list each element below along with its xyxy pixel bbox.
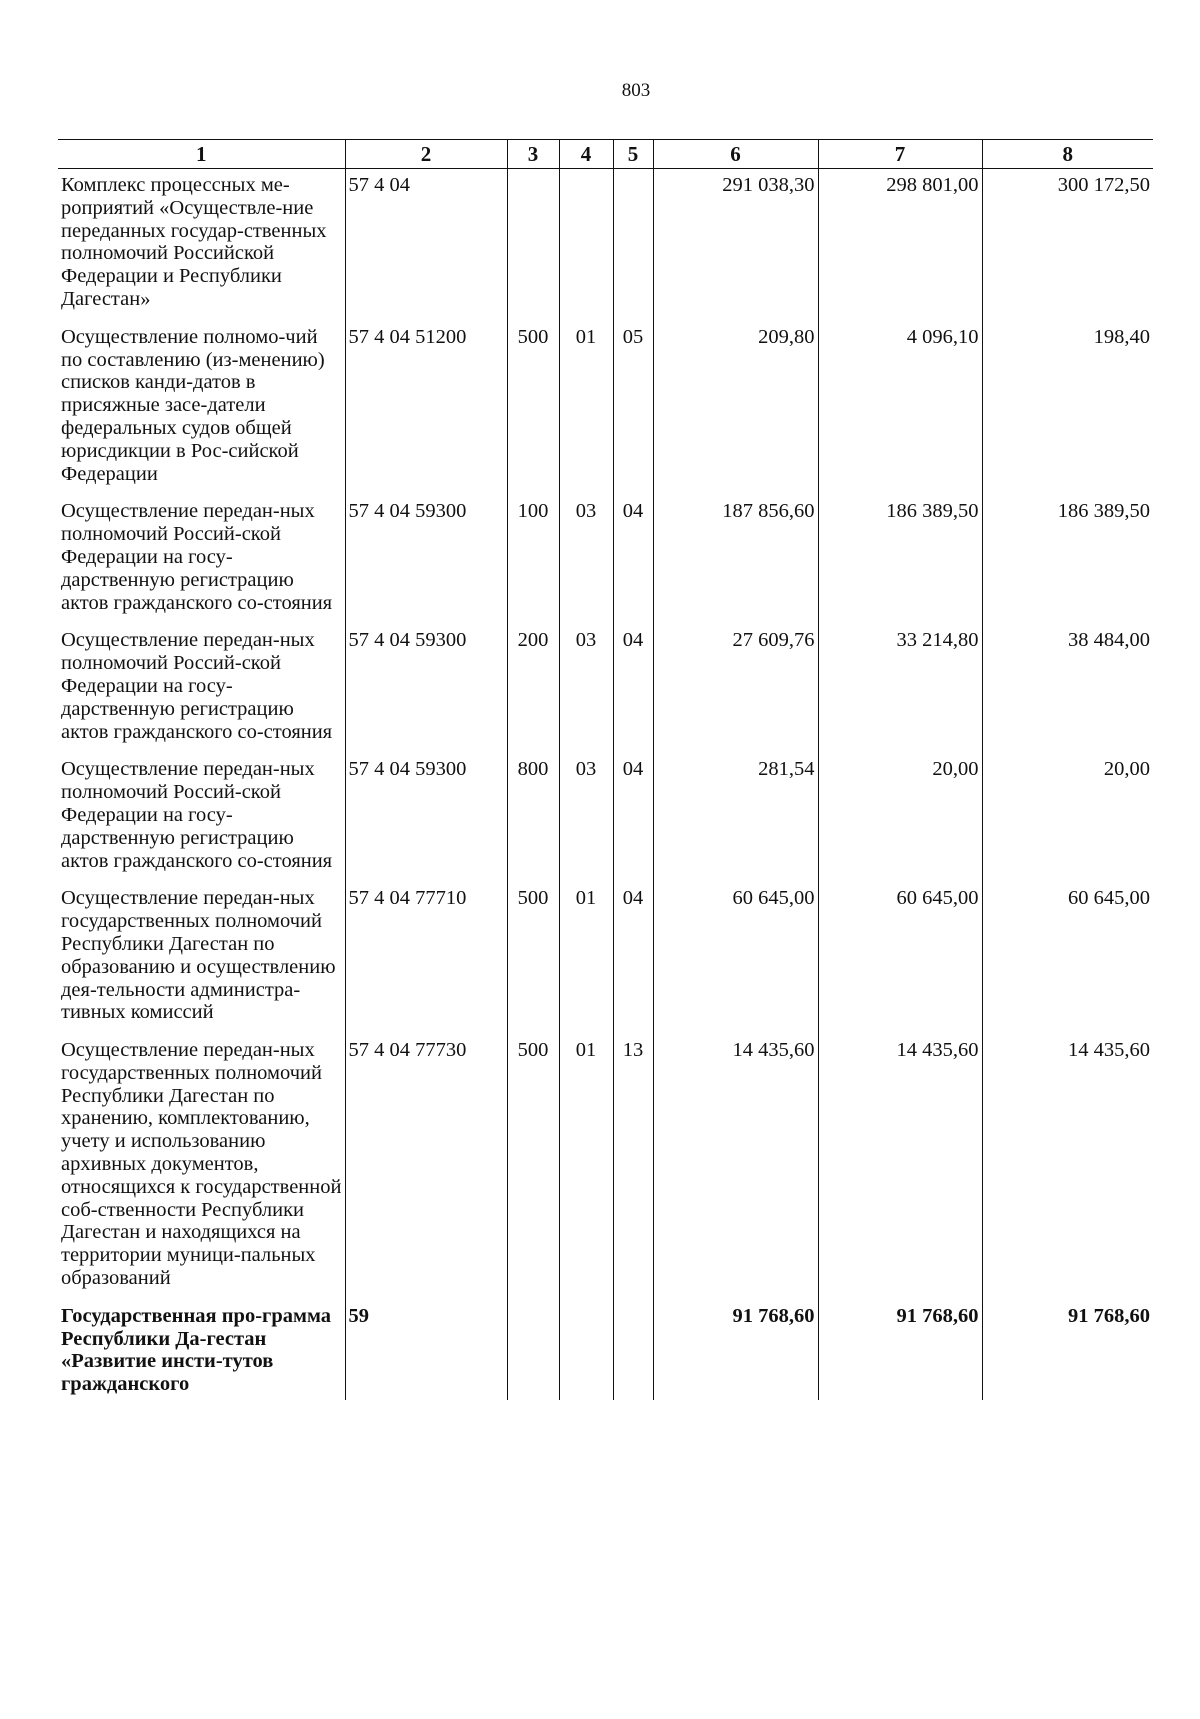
row-code: 57 4 04 xyxy=(345,169,507,321)
table-row xyxy=(58,321,1153,496)
row-code: 57 4 04 59300 xyxy=(345,495,507,624)
row-expense-type xyxy=(507,1300,559,1400)
row-value-col6: 91 768,60 xyxy=(653,1300,818,1400)
row-value-col6: 27 609,76 xyxy=(653,624,818,753)
row-value-col7: 20,00 xyxy=(818,753,982,882)
table-row-program xyxy=(58,1300,1153,1400)
column-header: 7 xyxy=(818,140,982,169)
row-code: 57 4 04 77730 xyxy=(345,1034,507,1300)
table-row xyxy=(58,624,1153,753)
row-value-col6: 60 645,00 xyxy=(653,882,818,1034)
table-header-row xyxy=(58,140,1153,169)
row-expense-type: 100 xyxy=(507,495,559,624)
row-value-col7: 60 645,00 xyxy=(818,882,982,1034)
row-expense-type: 500 xyxy=(507,1034,559,1300)
table-row xyxy=(58,495,1153,624)
row-name: Осуществление передан-ных полномочий Россий-ской Федерации на госу-дарственную регистрацию актов гражданского со-стояния xyxy=(58,624,345,753)
row-value-col6: 14 435,60 xyxy=(653,1034,818,1300)
row-subsection: 04 xyxy=(613,882,653,1034)
row-subsection: 13 xyxy=(613,1034,653,1300)
table-row xyxy=(58,169,1153,321)
row-section: 01 xyxy=(559,321,613,496)
row-name: Осуществление полномо-чий по составлению (из-менению) списков канди-датов в присяжные засе-датели федеральных судов общей юрисдикции в Рос-сийской Федерации xyxy=(58,321,345,496)
row-value-col7: 298 801,00 xyxy=(818,169,982,321)
row-value-col8: 300 172,50 xyxy=(982,169,1153,321)
page-number: 803 xyxy=(621,80,651,101)
row-expense-type: 500 xyxy=(507,321,559,496)
row-section xyxy=(559,169,613,321)
row-value-col8: 38 484,00 xyxy=(982,624,1153,753)
table-row xyxy=(58,1034,1153,1300)
row-subsection: 05 xyxy=(613,321,653,496)
row-expense-type: 800 xyxy=(507,753,559,882)
row-code: 57 4 04 51200 xyxy=(345,321,507,496)
row-value-col8: 198,40 xyxy=(982,321,1153,496)
row-section xyxy=(559,1300,613,1400)
row-subsection: 04 xyxy=(613,495,653,624)
row-section: 03 xyxy=(559,624,613,753)
column-header: 2 xyxy=(345,140,507,169)
row-name: Осуществление передан-ных полномочий Россий-ской Федерации на госу-дарственную регистрацию актов гражданского со-стояния xyxy=(58,753,345,882)
row-subsection xyxy=(613,1300,653,1400)
row-value-col6: 209,80 xyxy=(653,321,818,496)
row-value-col6: 291 038,30 xyxy=(653,169,818,321)
row-value-col7: 33 214,80 xyxy=(818,624,982,753)
column-header: 5 xyxy=(613,140,653,169)
row-expense-type: 200 xyxy=(507,624,559,753)
row-value-col7: 186 389,50 xyxy=(818,495,982,624)
row-value-col8: 60 645,00 xyxy=(982,882,1153,1034)
row-name: Осуществление передан-ных государственных полномочий Республики Дагестан по хранению, комплектованию, учету и использованию архивных документов, относящихся к государственной соб-ственности Республики Дагестан и находящихся на территории муници-пальных образований xyxy=(58,1034,345,1300)
table-row xyxy=(58,882,1153,1034)
row-value-col7: 4 096,10 xyxy=(818,321,982,496)
table-row xyxy=(58,753,1153,882)
row-expense-type: 500 xyxy=(507,882,559,1034)
row-value-col8: 91 768,60 xyxy=(982,1300,1153,1400)
row-code: 59 xyxy=(345,1300,507,1400)
row-code: 57 4 04 59300 xyxy=(345,753,507,882)
row-subsection: 04 xyxy=(613,624,653,753)
row-value-col6: 281,54 xyxy=(653,753,818,882)
column-header: 8 xyxy=(982,140,1153,169)
row-subsection xyxy=(613,169,653,321)
budget-table xyxy=(58,139,1153,1400)
row-code: 57 4 04 59300 xyxy=(345,624,507,753)
row-section: 01 xyxy=(559,882,613,1034)
row-name: Осуществление передан-ных полномочий Россий-ской Федерации на госу-дарственную регистрацию актов гражданского со-стояния xyxy=(58,495,345,624)
row-name: Осуществление передан-ных государственных полномочий Республики Дагестан по образованию и осуществлению дея-тельности администра-тивных комиссий xyxy=(58,882,345,1034)
column-header: 3 xyxy=(507,140,559,169)
row-name: Комплекс процессных ме-роприятий «Осуществле-ние переданных государ-ственных полномочий Российской Федерации и Республики Дагестан» xyxy=(58,169,345,321)
row-subsection: 04 xyxy=(613,753,653,882)
row-section: 03 xyxy=(559,753,613,882)
row-value-col8: 14 435,60 xyxy=(982,1034,1153,1300)
row-section: 01 xyxy=(559,1034,613,1300)
column-header: 4 xyxy=(559,140,613,169)
column-header: 1 xyxy=(58,140,345,169)
row-expense-type xyxy=(507,169,559,321)
row-name: Государственная про-грамма Республики Да-гестан «Развитие инсти-тутов гражданского xyxy=(58,1300,345,1400)
row-value-col7: 91 768,60 xyxy=(818,1300,982,1400)
row-code: 57 4 04 77710 xyxy=(345,882,507,1034)
row-section: 03 xyxy=(559,495,613,624)
row-value-col7: 14 435,60 xyxy=(818,1034,982,1300)
row-value-col6: 187 856,60 xyxy=(653,495,818,624)
row-value-col8: 20,00 xyxy=(982,753,1153,882)
column-header: 6 xyxy=(653,140,818,169)
row-value-col8: 186 389,50 xyxy=(982,495,1153,624)
